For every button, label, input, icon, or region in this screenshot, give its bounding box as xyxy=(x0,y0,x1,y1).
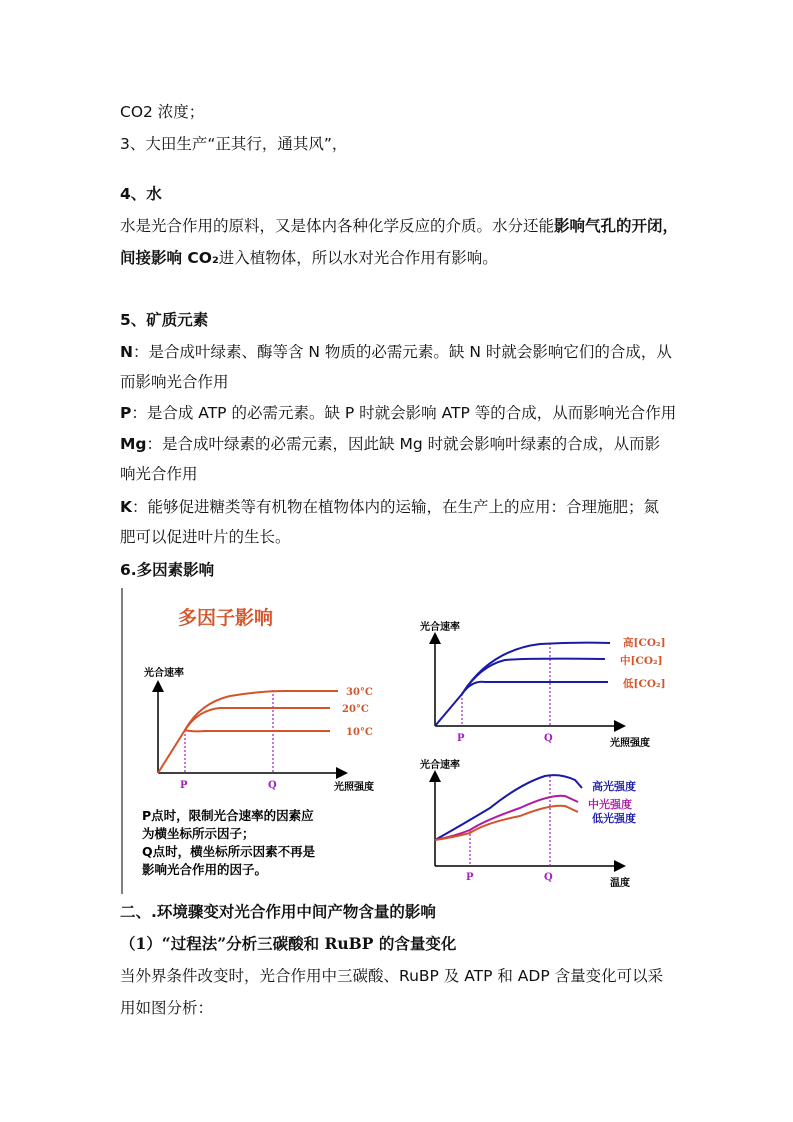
left-chart-line-10c xyxy=(185,730,330,731)
multifactor-figure xyxy=(120,588,680,898)
left-chart-note-3: Q点时，横坐标所示因素不再是 xyxy=(142,844,316,859)
bottom-right-chart-ylabel: 光合速率 xyxy=(420,760,460,771)
left-chart-xlabel: 光照强度 xyxy=(334,782,374,793)
bottom-right-chart-xlabel: 温度 xyxy=(610,878,630,889)
top-right-chart xyxy=(420,620,666,749)
left-chart-label-30c: 30°C xyxy=(346,687,373,698)
left-chart-tick-p: P xyxy=(180,780,188,791)
paragraph-p: P：是合成 ATP 的必需元素。缺 P 时就会影响 ATP 等的合成，从而影响光合作用 xyxy=(120,404,677,422)
figure-title: 多因子影响 xyxy=(178,607,274,629)
paragraph-n-2: 而影响光合作用 xyxy=(120,373,229,391)
section-two-heading: 二、.环境骤变对光合作用中间产物含量的影响 xyxy=(120,903,436,921)
left-chart-line-20c xyxy=(185,708,330,730)
heading-mineral: 5、矿质元素 xyxy=(120,311,209,329)
bottom-right-chart-label-high: 高光强度 xyxy=(592,780,636,793)
bottom-right-chart-label-low: 低光强度 xyxy=(592,812,636,825)
bottom-right-chart-tick-q: Q xyxy=(544,872,553,883)
top-right-chart-tick-p: P xyxy=(457,733,465,744)
top-right-chart-line-high xyxy=(435,643,610,726)
heading-water: 4、水 xyxy=(120,185,162,203)
paragraph-water-1: 水是光合作用的原料，又是体内各种化学反应的介质。水分还能影响气孔的开闭， xyxy=(120,217,679,235)
line-field: 3、大田生产“正其行，通其风”， xyxy=(120,135,348,153)
top-right-chart-ylabel: 光合速率 xyxy=(420,622,460,633)
top-right-chart-label-high: 高[CO₂] xyxy=(623,637,666,649)
paragraph-mg-2: 响光合作用 xyxy=(120,465,198,483)
left-chart-ylabel: 光合速率 xyxy=(144,668,184,679)
top-right-chart-tick-q: Q xyxy=(544,733,553,744)
bottom-right-chart-line-high xyxy=(435,775,582,840)
top-right-chart-label-mid: 中[CO₂] xyxy=(620,655,663,667)
left-chart-note-4: 影响光合作用的因子。 xyxy=(142,862,268,877)
paragraph-last-1: 当外界条件改变时，光合作用中三碳酸、RuBP 及 ATP 和 ADP 含量变化可以采 xyxy=(120,967,664,985)
paragraph-last-2: 用如图分析： xyxy=(120,999,214,1017)
left-chart-tick-q: Q xyxy=(268,780,277,791)
paragraph-n-1: N：是合成叶绿素、酶等含 N 物质的必需元素。缺 N 时就会影响它们的合成，从 xyxy=(120,343,672,361)
multifactor-figure-svg xyxy=(120,588,680,898)
left-chart-label-20c: 20°C xyxy=(342,704,369,715)
paragraph-k-1: K：能够促进糖类等有机物在植物体内的运输，在生产上的应用：合理施肥；氮 xyxy=(120,498,660,516)
subsection-one-heading: （1）“过程法”分析三碳酸和 RuBP 的含量变化 xyxy=(120,934,457,953)
bottom-right-chart-tick-p: P xyxy=(466,872,474,883)
top-right-chart-xlabel: 光照强度 xyxy=(610,738,650,749)
bottom-right-chart xyxy=(420,758,636,889)
left-chart-note-2: 为横坐标所示因子； xyxy=(142,826,255,841)
paragraph-water-2: 间接影响 CO₂进入植物体，所以水对光合作用有影响。 xyxy=(120,249,498,267)
left-chart-label-10c: 10°C xyxy=(346,727,373,738)
top-right-chart-line-mid xyxy=(462,659,605,694)
paragraph-k-2: 肥可以促进叶片的生长。 xyxy=(120,528,291,546)
line-co2: CO2 浓度； xyxy=(120,103,205,121)
heading-multifactor: 6.多因素影响 xyxy=(120,561,215,579)
top-right-chart-label-low: 低[CO₂] xyxy=(623,678,666,690)
bottom-right-chart-line-mid xyxy=(435,796,578,840)
bottom-right-chart-label-mid: 中光强度 xyxy=(588,798,632,811)
left-chart-note-1: P点时，限制光合速率的因素应 xyxy=(142,808,314,823)
paragraph-mg-1: Mg：是合成叶绿素的必需元素，因此缺 Mg 时就会影响叶绿素的合成，从而影 xyxy=(120,435,661,453)
left-chart xyxy=(142,666,374,877)
top-right-chart-line-low xyxy=(462,682,608,694)
